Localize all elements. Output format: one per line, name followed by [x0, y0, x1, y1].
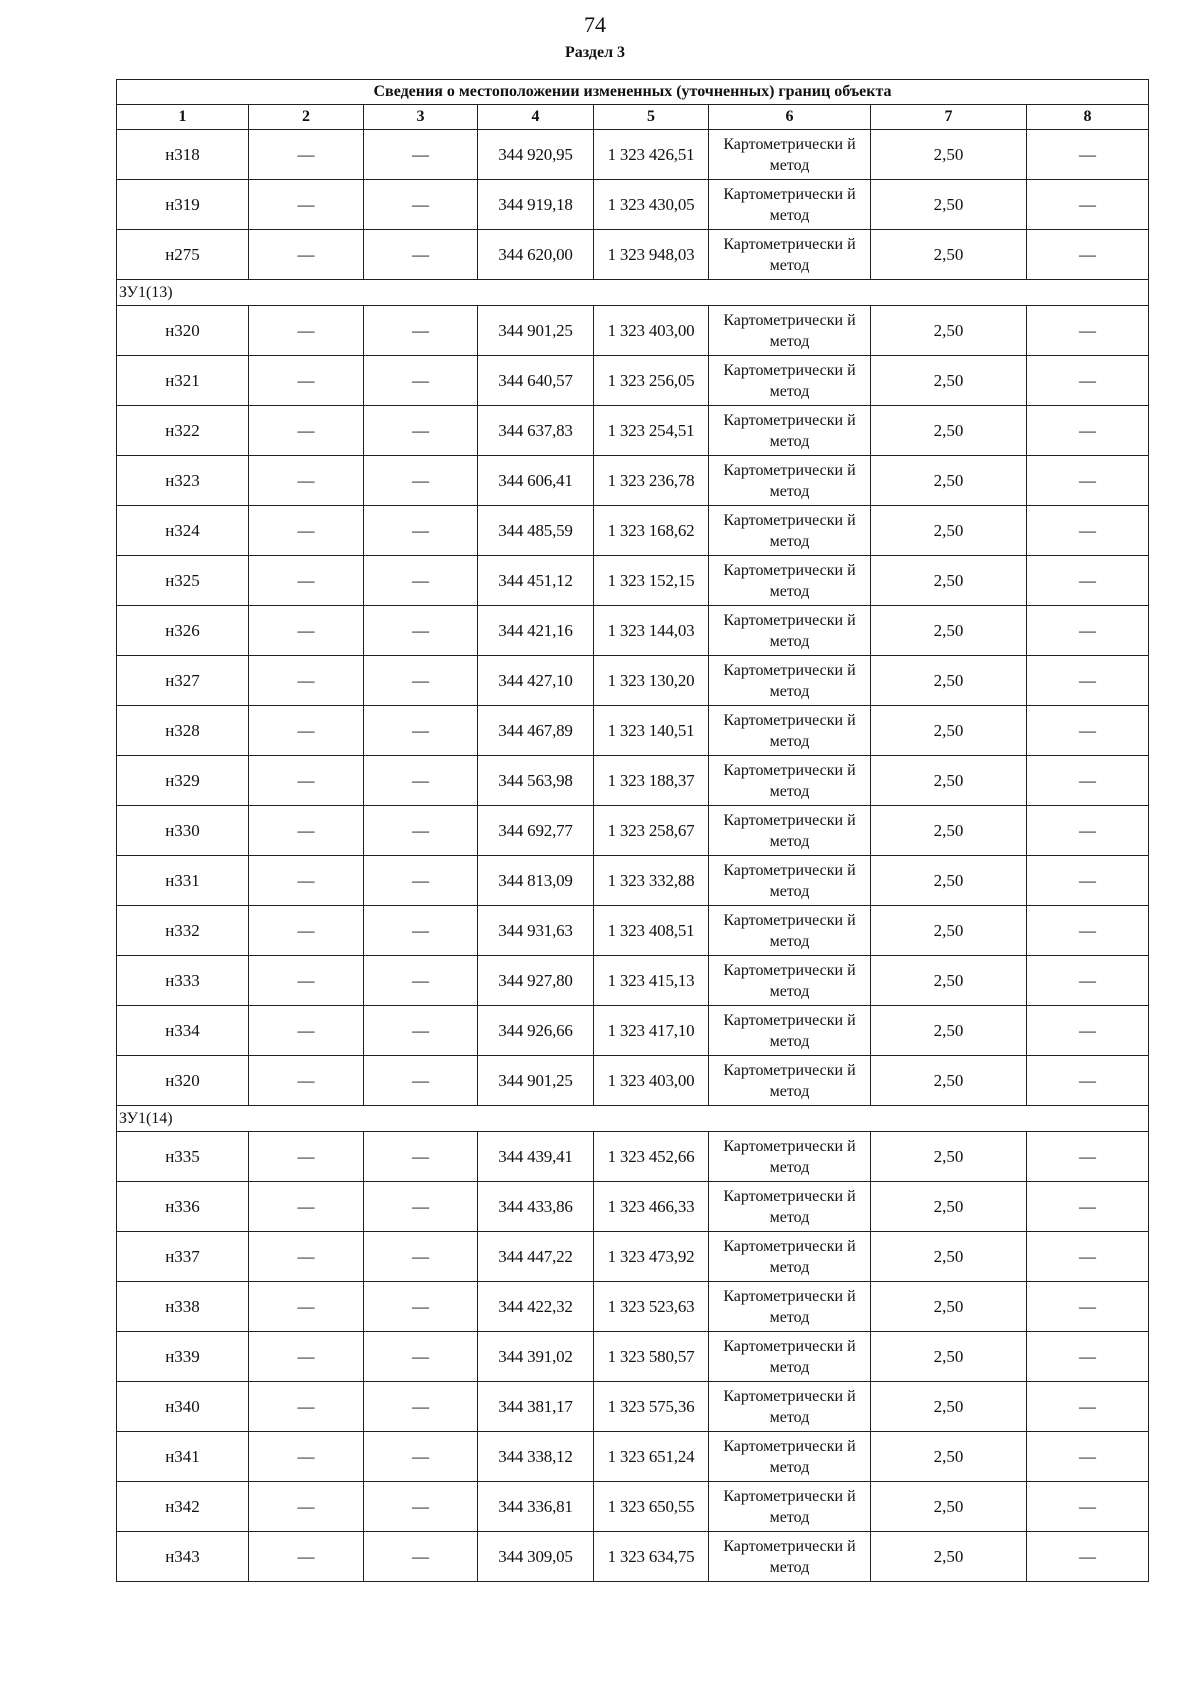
accuracy-cell: 2,50 — [871, 506, 1027, 556]
method-cell: Картометрически й метод — [709, 1282, 871, 1332]
col8-cell: — — [1027, 130, 1149, 180]
col8-cell: — — [1027, 856, 1149, 906]
x-coordinate-cell: 344 927,80 — [478, 956, 594, 1006]
table-body — [117, 130, 1149, 1582]
accuracy-cell: 2,50 — [871, 956, 1027, 1006]
col2-cell: — — [249, 1332, 364, 1382]
x-coordinate-cell: 344 692,77 — [478, 806, 594, 856]
y-coordinate-cell: 1 323 466,33 — [594, 1182, 709, 1232]
y-coordinate-cell: 1 323 523,63 — [594, 1282, 709, 1332]
method-cell: Картометрически й метод — [709, 306, 871, 356]
col8-cell: — — [1027, 180, 1149, 230]
point-number-cell: н334 — [117, 1006, 249, 1056]
accuracy-cell: 2,50 — [871, 306, 1027, 356]
col8-cell: — — [1027, 756, 1149, 806]
accuracy-cell: 2,50 — [871, 706, 1027, 756]
point-number-cell: н339 — [117, 1332, 249, 1382]
col3-cell: — — [364, 856, 478, 906]
accuracy-cell: 2,50 — [871, 1332, 1027, 1382]
method-cell: Картометрически й метод — [709, 1532, 871, 1582]
method-cell: Картометрически й метод — [709, 456, 871, 506]
table-row — [117, 956, 1149, 1006]
col2-cell: — — [249, 706, 364, 756]
col3-cell: — — [364, 1232, 478, 1282]
point-number-cell: н340 — [117, 1382, 249, 1432]
col8-cell: — — [1027, 1056, 1149, 1106]
col3-cell: — — [364, 230, 478, 280]
column-header: 2 — [249, 105, 364, 130]
col2-cell: — — [249, 1232, 364, 1282]
x-coordinate-cell: 344 439,41 — [478, 1132, 594, 1182]
x-coordinate-cell: 344 640,57 — [478, 356, 594, 406]
page-number: 74 — [584, 12, 606, 37]
col3-cell: — — [364, 356, 478, 406]
col2-cell: — — [249, 1482, 364, 1532]
x-coordinate-cell: 344 485,59 — [478, 506, 594, 556]
method-cell: Картометрически й метод — [709, 406, 871, 456]
column-header: 1 — [117, 105, 249, 130]
table-row — [117, 1182, 1149, 1232]
col3-cell: — — [364, 656, 478, 706]
col3-cell: — — [364, 130, 478, 180]
method-cell: Картометрически й метод — [709, 1432, 871, 1482]
point-number-cell: н325 — [117, 556, 249, 606]
point-number-cell: н326 — [117, 606, 249, 656]
accuracy-cell: 2,50 — [871, 1532, 1027, 1582]
col3-cell: — — [364, 456, 478, 506]
method-cell: Картометрически й метод — [709, 1382, 871, 1432]
y-coordinate-cell: 1 323 140,51 — [594, 706, 709, 756]
accuracy-cell: 2,50 — [871, 1432, 1027, 1482]
col8-cell: — — [1027, 1232, 1149, 1282]
accuracy-cell: 2,50 — [871, 456, 1027, 506]
group-label: ЗУ1(13) — [117, 280, 1149, 306]
column-header: 3 — [364, 105, 478, 130]
table-row — [117, 230, 1149, 280]
col2-cell: — — [249, 456, 364, 506]
y-coordinate-cell: 1 323 236,78 — [594, 456, 709, 506]
col2-cell: — — [249, 1282, 364, 1332]
col2-cell: — — [249, 180, 364, 230]
y-coordinate-cell: 1 323 403,00 — [594, 1056, 709, 1106]
table-row — [117, 130, 1149, 180]
col8-cell: — — [1027, 556, 1149, 606]
y-coordinate-cell: 1 323 152,15 — [594, 556, 709, 606]
method-cell: Картометрически й метод — [709, 1482, 871, 1532]
point-number-cell: н319 — [117, 180, 249, 230]
method-cell: Картометрически й метод — [709, 956, 871, 1006]
col8-cell: — — [1027, 1332, 1149, 1382]
col8-cell: — — [1027, 1482, 1149, 1532]
col8-cell: — — [1027, 1282, 1149, 1332]
y-coordinate-cell: 1 323 130,20 — [594, 656, 709, 706]
point-number-cell: н342 — [117, 1482, 249, 1532]
table-row — [117, 556, 1149, 606]
table-row — [117, 1132, 1149, 1182]
col3-cell: — — [364, 906, 478, 956]
group-row — [117, 1106, 1149, 1132]
x-coordinate-cell: 344 813,09 — [478, 856, 594, 906]
table-row — [117, 656, 1149, 706]
group-row — [117, 280, 1149, 306]
method-cell: Картометрически й метод — [709, 656, 871, 706]
point-number-cell: н329 — [117, 756, 249, 806]
col3-cell: — — [364, 1532, 478, 1582]
method-cell: Картометрически й метод — [709, 130, 871, 180]
point-number-cell: н318 — [117, 130, 249, 180]
col2-cell: — — [249, 230, 364, 280]
point-number-cell: н338 — [117, 1282, 249, 1332]
x-coordinate-cell: 344 620,00 — [478, 230, 594, 280]
x-coordinate-cell: 344 637,83 — [478, 406, 594, 456]
accuracy-cell: 2,50 — [871, 756, 1027, 806]
point-number-cell: н335 — [117, 1132, 249, 1182]
y-coordinate-cell: 1 323 254,51 — [594, 406, 709, 456]
method-cell: Картометрически й метод — [709, 1332, 871, 1382]
accuracy-cell: 2,50 — [871, 906, 1027, 956]
col3-cell: — — [364, 706, 478, 756]
method-cell: Картометрически й метод — [709, 356, 871, 406]
table-row — [117, 456, 1149, 506]
col2-cell: — — [249, 130, 364, 180]
col2-cell: — — [249, 1532, 364, 1582]
y-coordinate-cell: 1 323 168,62 — [594, 506, 709, 556]
accuracy-cell: 2,50 — [871, 856, 1027, 906]
accuracy-cell: 2,50 — [871, 606, 1027, 656]
method-cell: Картометрически й метод — [709, 1006, 871, 1056]
accuracy-cell: 2,50 — [871, 1132, 1027, 1182]
col2-cell: — — [249, 1182, 364, 1232]
col2-cell: — — [249, 956, 364, 1006]
accuracy-cell: 2,50 — [871, 1182, 1027, 1232]
y-coordinate-cell: 1 323 452,66 — [594, 1132, 709, 1182]
col2-cell: — — [249, 806, 364, 856]
col8-cell: — — [1027, 906, 1149, 956]
table-row — [117, 506, 1149, 556]
col2-cell: — — [249, 1432, 364, 1482]
col2-cell: — — [249, 556, 364, 606]
accuracy-cell: 2,50 — [871, 230, 1027, 280]
col3-cell: — — [364, 1432, 478, 1482]
y-coordinate-cell: 1 323 258,67 — [594, 806, 709, 856]
y-coordinate-cell: 1 323 426,51 — [594, 130, 709, 180]
accuracy-cell: 2,50 — [871, 556, 1027, 606]
col8-cell: — — [1027, 230, 1149, 280]
method-cell: Картометрически й метод — [709, 856, 871, 906]
x-coordinate-cell: 344 901,25 — [478, 306, 594, 356]
point-number-cell: н327 — [117, 656, 249, 706]
method-cell: Картометрически й метод — [709, 706, 871, 756]
accuracy-cell: 2,50 — [871, 1482, 1027, 1532]
column-header-row — [117, 105, 1149, 130]
y-coordinate-cell: 1 323 188,37 — [594, 756, 709, 806]
accuracy-cell: 2,50 — [871, 356, 1027, 406]
accuracy-cell: 2,50 — [871, 1382, 1027, 1432]
y-coordinate-cell: 1 323 144,03 — [594, 606, 709, 656]
accuracy-cell: 2,50 — [871, 130, 1027, 180]
method-cell: Картометрически й метод — [709, 1056, 871, 1106]
y-coordinate-cell: 1 323 650,55 — [594, 1482, 709, 1532]
col3-cell: — — [364, 506, 478, 556]
table-row — [117, 306, 1149, 356]
accuracy-cell: 2,50 — [871, 180, 1027, 230]
point-number-cell: н275 — [117, 230, 249, 280]
col3-cell: — — [364, 756, 478, 806]
col8-cell: — — [1027, 1532, 1149, 1582]
point-number-cell: н333 — [117, 956, 249, 1006]
method-cell: Картометрически й метод — [709, 556, 871, 606]
table-row — [117, 1482, 1149, 1532]
table-row — [117, 356, 1149, 406]
y-coordinate-cell: 1 323 575,36 — [594, 1382, 709, 1432]
column-header: 5 — [594, 105, 709, 130]
col2-cell: — — [249, 506, 364, 556]
table-row — [117, 406, 1149, 456]
y-coordinate-cell: 1 323 403,00 — [594, 306, 709, 356]
point-number-cell: н330 — [117, 806, 249, 856]
point-number-cell: н320 — [117, 1056, 249, 1106]
col2-cell: — — [249, 406, 364, 456]
col2-cell: — — [249, 856, 364, 906]
x-coordinate-cell: 344 427,10 — [478, 656, 594, 706]
col3-cell: — — [364, 306, 478, 356]
x-coordinate-cell: 344 920,95 — [478, 130, 594, 180]
method-cell: Картометрически й метод — [709, 606, 871, 656]
col8-cell: — — [1027, 806, 1149, 856]
col2-cell: — — [249, 906, 364, 956]
col3-cell: — — [364, 1332, 478, 1382]
table-row — [117, 756, 1149, 806]
x-coordinate-cell: 344 447,22 — [478, 1232, 594, 1282]
table-row — [117, 1232, 1149, 1282]
col3-cell: — — [364, 806, 478, 856]
y-coordinate-cell: 1 323 580,57 — [594, 1332, 709, 1382]
col8-cell: — — [1027, 706, 1149, 756]
y-coordinate-cell: 1 323 473,92 — [594, 1232, 709, 1282]
point-number-cell: н328 — [117, 706, 249, 756]
table-row — [117, 606, 1149, 656]
table-row — [117, 906, 1149, 956]
x-coordinate-cell: 344 422,32 — [478, 1282, 594, 1332]
x-coordinate-cell: 344 931,63 — [478, 906, 594, 956]
method-cell: Картометрически й метод — [709, 806, 871, 856]
col8-cell: — — [1027, 956, 1149, 1006]
col8-cell: — — [1027, 306, 1149, 356]
col3-cell: — — [364, 956, 478, 1006]
column-header: 8 — [1027, 105, 1149, 130]
col3-cell: — — [364, 406, 478, 456]
y-coordinate-cell: 1 323 430,05 — [594, 180, 709, 230]
x-coordinate-cell: 344 391,02 — [478, 1332, 594, 1382]
column-header: 7 — [871, 105, 1027, 130]
accuracy-cell: 2,50 — [871, 656, 1027, 706]
x-coordinate-cell: 344 919,18 — [478, 180, 594, 230]
y-coordinate-cell: 1 323 417,10 — [594, 1006, 709, 1056]
column-header: 4 — [478, 105, 594, 130]
col8-cell: — — [1027, 456, 1149, 506]
method-cell: Картометрически й метод — [709, 230, 871, 280]
table-row — [117, 1332, 1149, 1382]
col2-cell: — — [249, 1382, 364, 1432]
accuracy-cell: 2,50 — [871, 1282, 1027, 1332]
col3-cell: — — [364, 1382, 478, 1432]
y-coordinate-cell: 1 323 415,13 — [594, 956, 709, 1006]
point-number-cell: н343 — [117, 1532, 249, 1582]
accuracy-cell: 2,50 — [871, 406, 1027, 456]
col8-cell: — — [1027, 506, 1149, 556]
x-coordinate-cell: 344 451,12 — [478, 556, 594, 606]
method-cell: Картометрически й метод — [709, 756, 871, 806]
table-row — [117, 1056, 1149, 1106]
point-number-cell: н337 — [117, 1232, 249, 1282]
point-number-cell: н321 — [117, 356, 249, 406]
method-cell: Картометрически й метод — [709, 1232, 871, 1282]
accuracy-cell: 2,50 — [871, 1232, 1027, 1282]
x-coordinate-cell: 344 381,17 — [478, 1382, 594, 1432]
col2-cell: — — [249, 1006, 364, 1056]
col2-cell: — — [249, 1056, 364, 1106]
table-row — [117, 1382, 1149, 1432]
point-number-cell: н322 — [117, 406, 249, 456]
table-caption: Сведения о местоположении измененных (уточненных) границ объекта — [117, 80, 1149, 105]
accuracy-cell: 2,50 — [871, 1056, 1027, 1106]
col3-cell: — — [364, 1132, 478, 1182]
x-coordinate-cell: 344 336,81 — [478, 1482, 594, 1532]
table-row — [117, 706, 1149, 756]
col3-cell: — — [364, 1482, 478, 1532]
y-coordinate-cell: 1 323 948,03 — [594, 230, 709, 280]
col3-cell: — — [364, 1006, 478, 1056]
section-title: Раздел 3 — [564, 44, 626, 61]
method-cell: Картометрически й метод — [709, 1132, 871, 1182]
col8-cell: — — [1027, 406, 1149, 456]
y-coordinate-cell: 1 323 408,51 — [594, 906, 709, 956]
x-coordinate-cell: 344 467,89 — [478, 706, 594, 756]
col3-cell: — — [364, 606, 478, 656]
col3-cell: — — [364, 1056, 478, 1106]
x-coordinate-cell: 344 606,41 — [478, 456, 594, 506]
accuracy-cell: 2,50 — [871, 1006, 1027, 1056]
point-number-cell: н324 — [117, 506, 249, 556]
group-label: ЗУ1(14) — [117, 1106, 1149, 1132]
col8-cell: — — [1027, 1432, 1149, 1482]
x-coordinate-cell: 344 926,66 — [478, 1006, 594, 1056]
method-cell: Картометрически й метод — [709, 906, 871, 956]
x-coordinate-cell: 344 421,16 — [478, 606, 594, 656]
col3-cell: — — [364, 180, 478, 230]
y-coordinate-cell: 1 323 256,05 — [594, 356, 709, 406]
method-cell: Картометрически й метод — [709, 180, 871, 230]
accuracy-cell: 2,50 — [871, 806, 1027, 856]
col8-cell: — — [1027, 1182, 1149, 1232]
x-coordinate-cell: 344 338,12 — [478, 1432, 594, 1482]
point-number-cell: н320 — [117, 306, 249, 356]
table-row — [117, 1432, 1149, 1482]
col2-cell: — — [249, 306, 364, 356]
col3-cell: — — [364, 1282, 478, 1332]
column-header: 6 — [709, 105, 871, 130]
col8-cell: — — [1027, 606, 1149, 656]
x-coordinate-cell: 344 433,86 — [478, 1182, 594, 1232]
table-row — [117, 1532, 1149, 1582]
col8-cell: — — [1027, 356, 1149, 406]
col8-cell: — — [1027, 1132, 1149, 1182]
col2-cell: — — [249, 356, 364, 406]
x-coordinate-cell: 344 563,98 — [478, 756, 594, 806]
col2-cell: — — [249, 756, 364, 806]
x-coordinate-cell: 344 309,05 — [478, 1532, 594, 1582]
y-coordinate-cell: 1 323 332,88 — [594, 856, 709, 906]
y-coordinate-cell: 1 323 634,75 — [594, 1532, 709, 1582]
col3-cell: — — [364, 1182, 478, 1232]
table-row — [117, 856, 1149, 906]
col2-cell: — — [249, 606, 364, 656]
col3-cell: — — [364, 556, 478, 606]
col2-cell: — — [249, 656, 364, 706]
point-number-cell: н336 — [117, 1182, 249, 1232]
table-row — [117, 1006, 1149, 1056]
point-number-cell: н323 — [117, 456, 249, 506]
point-number-cell: н332 — [117, 906, 249, 956]
col8-cell: — — [1027, 656, 1149, 706]
table-row — [117, 1282, 1149, 1332]
boundary-coordinates-table — [116, 79, 1149, 1582]
x-coordinate-cell: 344 901,25 — [478, 1056, 594, 1106]
col8-cell: — — [1027, 1006, 1149, 1056]
method-cell: Картометрически й метод — [709, 1182, 871, 1232]
method-cell: Картометрически й метод — [709, 506, 871, 556]
table-row — [117, 180, 1149, 230]
table-row — [117, 806, 1149, 856]
point-number-cell: н331 — [117, 856, 249, 906]
col8-cell: — — [1027, 1382, 1149, 1432]
col2-cell: — — [249, 1132, 364, 1182]
point-number-cell: н341 — [117, 1432, 249, 1482]
y-coordinate-cell: 1 323 651,24 — [594, 1432, 709, 1482]
